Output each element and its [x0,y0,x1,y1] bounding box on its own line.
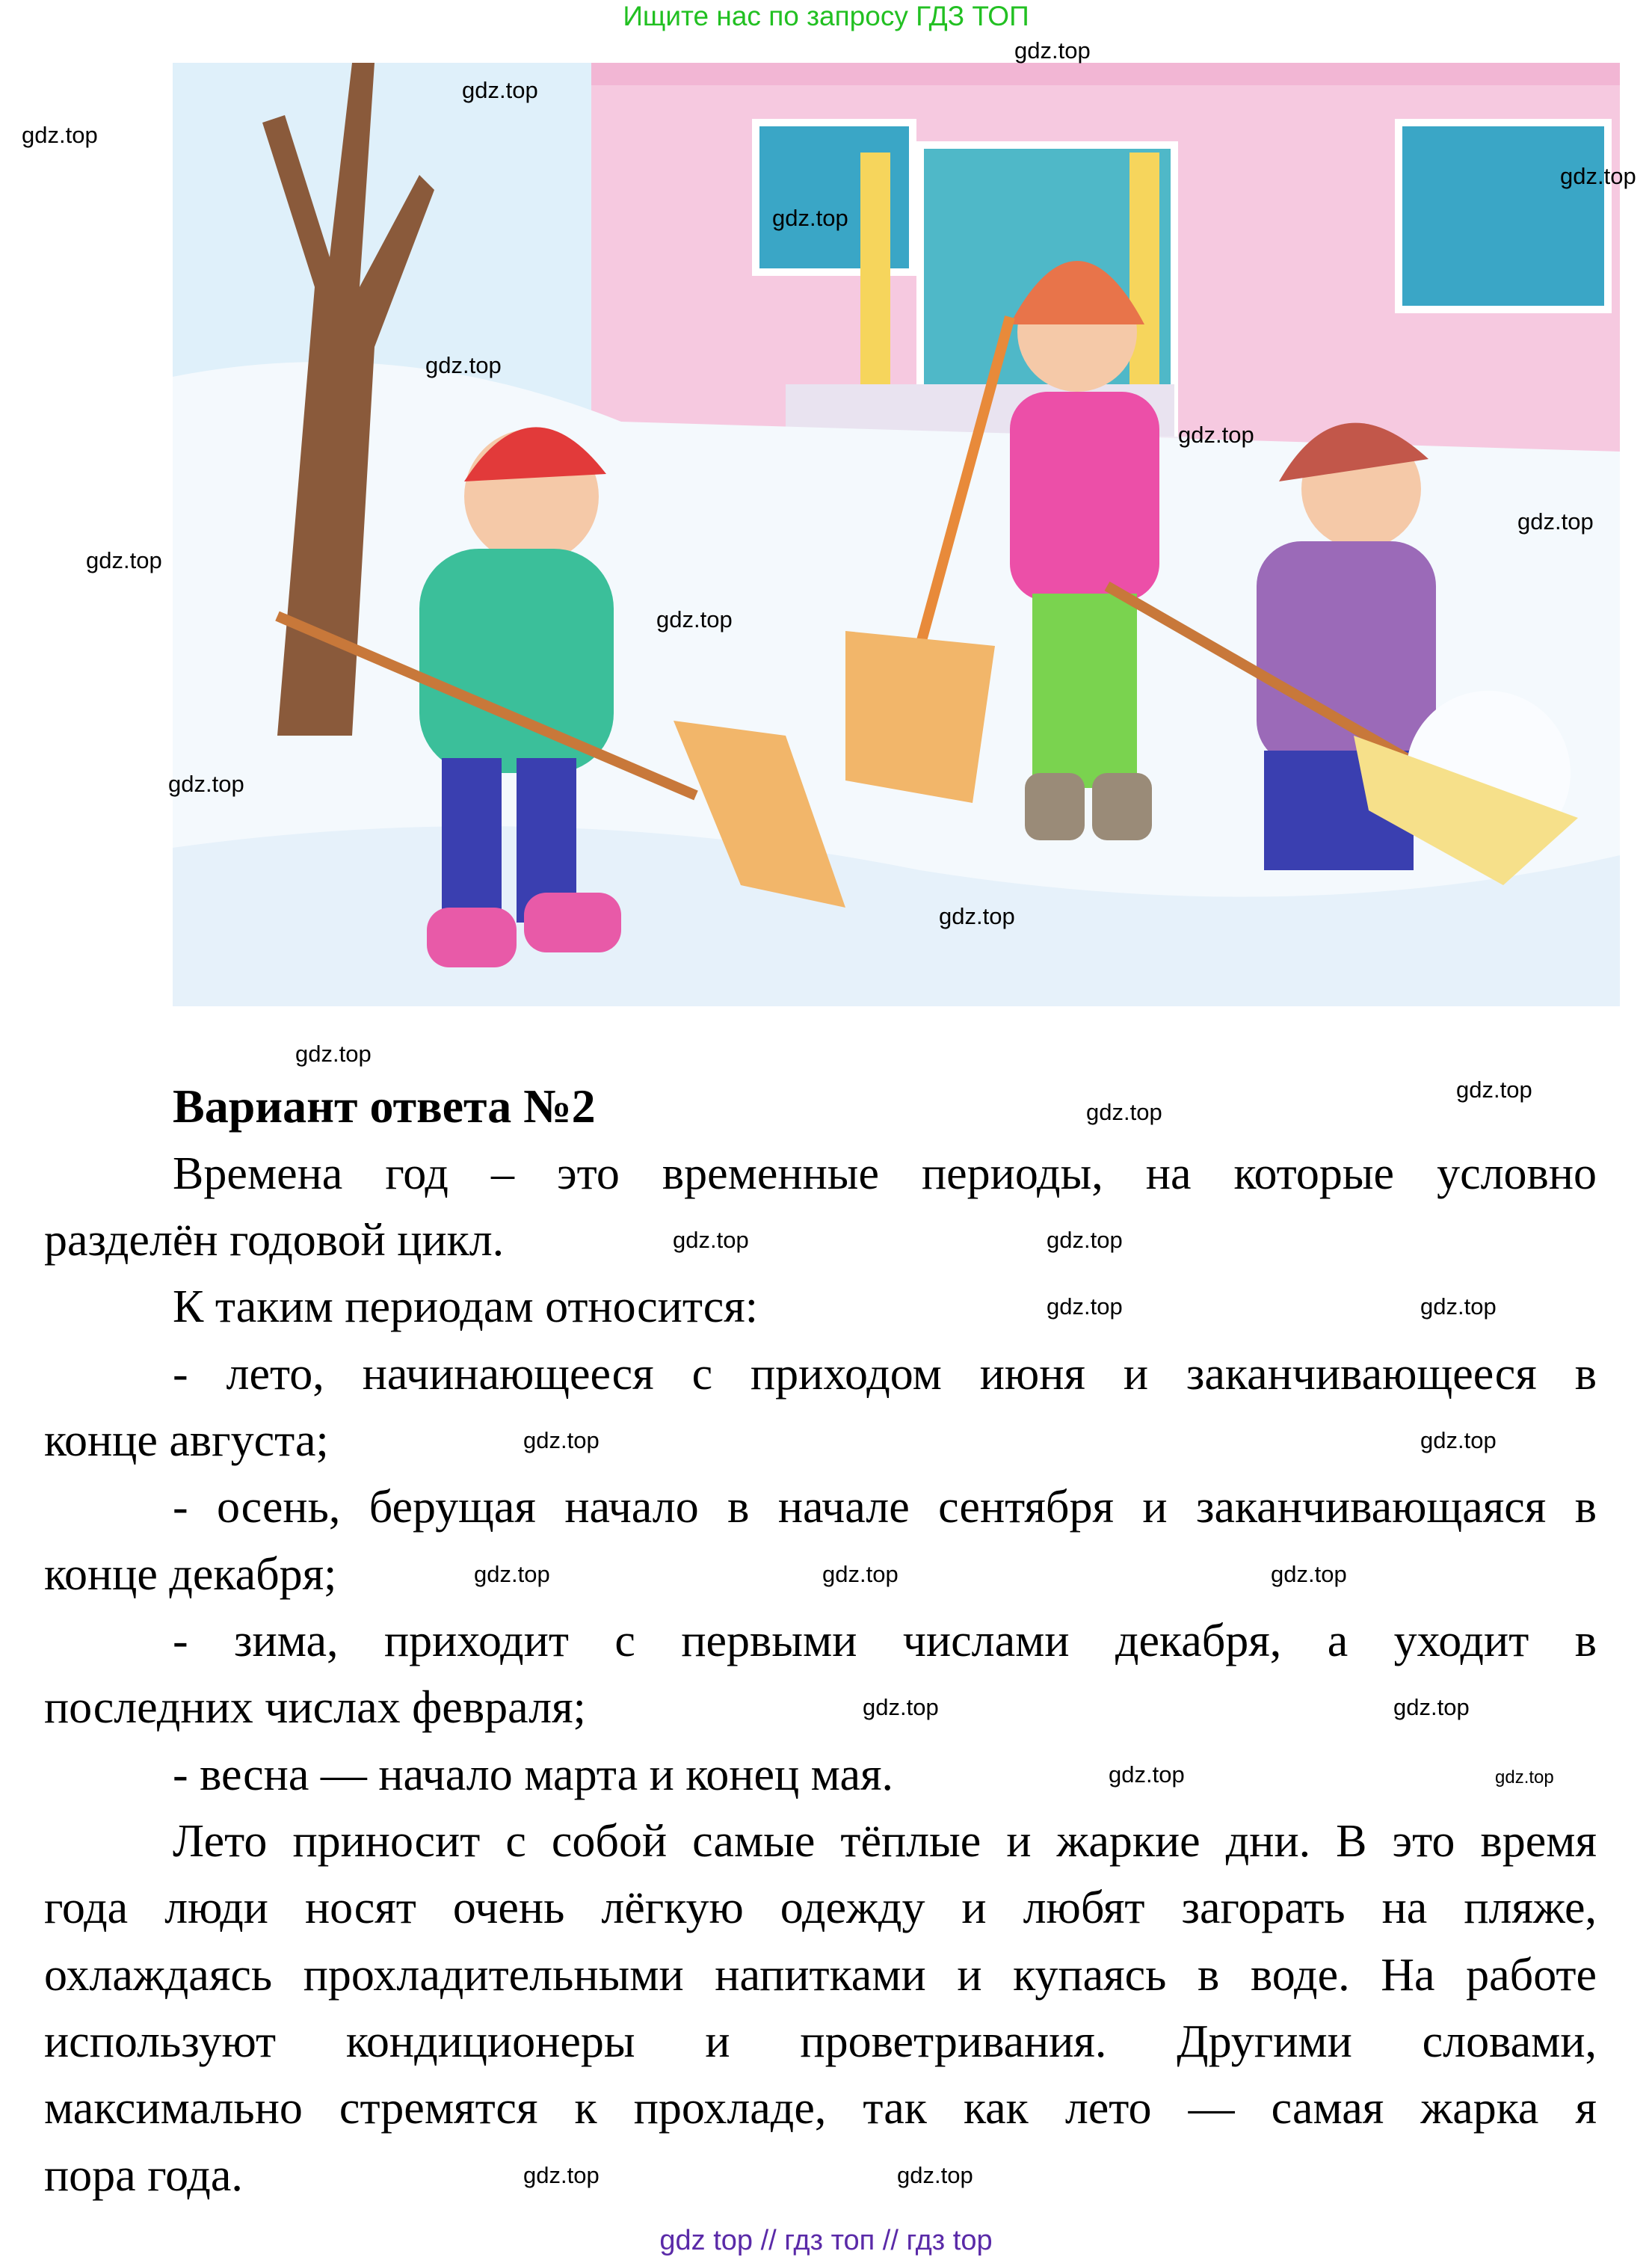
watermark: gdz.top [673,1227,749,1253]
watermark: gdz.top [295,1041,372,1067]
watermark: gdz.top [1047,1293,1123,1320]
text-line: - лето, начинающееся с приходом июня и заканчивающееся в [173,1349,1597,1400]
text-line: последних числах февраля; [44,1682,586,1733]
watermark: gdz.top [1047,1227,1123,1253]
watermark: gdz.top [1517,508,1594,535]
watermark: gdz.top [1109,1761,1185,1788]
watermark: gdz.top [1420,1293,1497,1320]
text-line: пора года. [44,2150,243,2201]
watermark: gdz.top [523,1427,600,1453]
text-line: - зима, приходит с первыми числами декабря, а уходит в [173,1616,1597,1666]
watermark: gdz.top [1495,1767,1554,1788]
text-line: года люди носят очень лёгкую одежду и любят загорать на пляже, [44,1882,1597,1933]
watermark: gdz.top [772,205,848,231]
watermark: gdz.top [1178,422,1254,448]
answer-heading: Вариант ответа №2 [173,1080,596,1133]
watermark: gdz.top [822,1561,899,1587]
text-line: К таким периодам относится: [173,1281,758,1332]
watermark: gdz.top [22,122,98,148]
watermark: gdz.top [1271,1561,1347,1587]
watermark: gdz.top [1456,1077,1532,1103]
text-line: конце декабря; [44,1549,337,1600]
footer-links[interactable]: gdz top // гдз топ // гдз top [659,2225,993,2256]
watermark: gdz.top [425,352,502,378]
illustration-children-shoveling-snow [173,63,1620,1006]
watermark: gdz.top [863,1694,939,1720]
text-line: - осень, берущая начало в начале сентября и заканчивающаяся в [173,1482,1597,1533]
watermark: gdz.top [462,77,538,103]
text-line: максимально стремятся к прохладе, так как лето — самая жарка я [44,2083,1597,2134]
text-line: - весна — начало марта и конец мая. [173,1749,893,1800]
watermark: gdz.top [1420,1427,1497,1453]
text-line: Лето приносит с собой самые тёплые и жаркие дни. В это время [173,1816,1597,1867]
watermark: gdz.top [897,2162,973,2188]
watermark: gdz.top [86,547,162,573]
watermark: gdz.top [168,771,244,797]
search-banner: Ищите нас по запросу ГДЗ ТОП [623,1,1029,31]
text-line: Времена год – это временные периоды, на которые условно [173,1148,1597,1199]
watermark: gdz.top [1014,37,1091,64]
watermark: gdz.top [1393,1694,1470,1720]
watermark: gdz.top [656,606,733,632]
watermark: gdz.top [523,2162,600,2188]
text-line: конце августа; [44,1415,329,1466]
watermark: gdz.top [1086,1099,1162,1125]
text-line: охлаждаясь прохладительными напитками и купаясь в воде. На работе [44,1950,1597,2001]
watermark: gdz.top [474,1561,550,1587]
watermark: gdz.top [1560,163,1636,189]
text-line: разделён годовой цикл. [44,1215,505,1266]
watermark: gdz.top [939,903,1015,929]
text-line: используют кондиционеры и проветривания. Другими словами, [44,2016,1597,2067]
